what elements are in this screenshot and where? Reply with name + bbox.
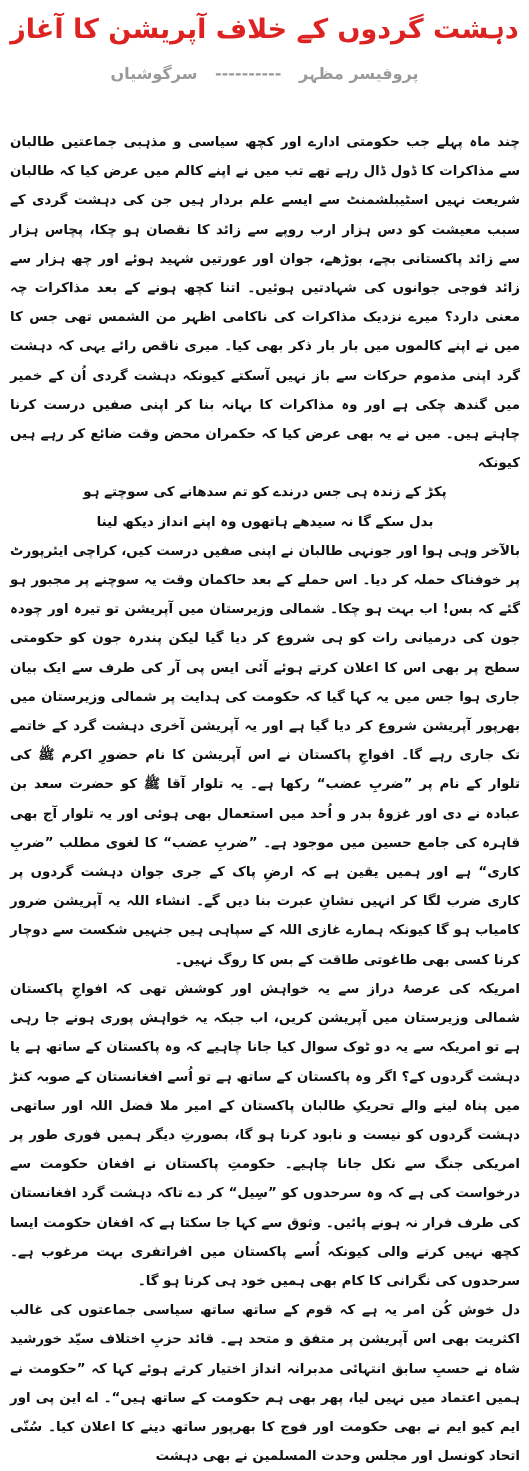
byline-separator: ---------- [215,64,282,83]
paragraph: بالآخر وہی ہوا اور جونہی طالبان نے اپنی صفیں درست کیں، کراچی ایئرپورٹ پر خوفناک حملہ کر دیا۔ اس حملے کے بعد حاکمان وقت یہ سوچنے پر مجبور ہو گئے کہ بس! اب بہت ہو چکا۔ شمالی وزیرستان میں آپریشن تو تیرہ اور چودہ جون کی درمیانی رات کو ہی شروع کر دیا گیا لیکن پندرہ جون کو حکومتی سطح پر بھی اس کا اعلان کرتے ہوئے آئی ایس پی آر کی طرف سے ایک بیان جاری ہوا جس میں یہ کہا گیا کہ حکومت کی ہدایت پر شمالی وزیرستان میں بھرپور آپریشن شروع کر دیا گیا ہے اور یہ آپریشن آخری دہشت گرد کے خاتمے تک جاری رہے گا۔ افواجِ پاکستان نے اس آپریشن کا نام حضورِ اکرم ﷺ کی تلوار کے نام پر ”ضربِ عضب“ رکھا ہے۔ یہ تلوار آقا ﷺ کو حضرت سعد بن عبادہ نے دی اور غزوۂ بدر و اُحد میں استعمال بھی ہوئی اور یہ تلوار آج بھی قاہرہ کی جامع حسین میں موجود ہے۔ ”ضربِ عضب“ کا لغوی مطلب ”ضربِ کاری“ ہے اور ہمیں یقین ہے کہ ارضِ پاک کے جری جوان دہشت گردوں پر کاری ضرب لگا کر انہیں نشانِ عبرت بنا دیں گے۔ انشاء اللہ یہ آپریشن ضرور کامیاب ہو گا کیونکہ ہمارے غازی اللہ کے سپاہی ہیں جنہیں شکست سے دوچار کرنا کسی بھی طاغوتی طاقت کے بس کا روگ نہیں۔ [9,543,520,968]
author-name: پروفیسر مظہر [298,64,419,83]
verse-line: پکڑ کے زندہ ہی جس درندے کو تم سدھانے کی سوچتے ہو [83,485,447,501]
paragraph: دل خوش کُن امر یہ ہے کہ قوم کے ساتھ ساتھ سیاسی جماعتوں کی غالب اکثریت بھی اس آپریشن پر متفق و متحد ہے۔ قائد حزبِ اختلاف سیّد خورشید شاہ نے حسبِ سابق انتہائی مدبرانہ انداز اختیار کرتے ہوئے کہا کہ ”حکومت نے ہمیں اعتماد میں نہیں لیا، پھر بھی ہم حکومت کے ساتھ ہیں“۔ اے این پی اور ایم کیو ایم نے بھی حکومت اور فوج کا بھرپور ساتھ دینے کا اعلان کیا۔ سُنّی اتحاد کونسل اور مجلس وحدت المسلمین نے بھی دہشت [10,1303,520,1465]
paragraph: امریکہ کی عرصۂ دراز سے یہ خواہش اور کوشش تھی کہ افواجِ پاکستان شمالی وزیرستان میں آپریشن کریں، اب جبکہ یہ خواہش پوری ہونے جا رہی ہے تو امریکہ سے یہ دو ٹوک سوال کیا جانا چاہیے کہ وہ پاکستان کے ساتھ ہے یا دہشت گردوں کے؟ اگر وہ پاکستان کے ساتھ ہے تو اُسے افغانستان کے صوبہ کنڑ میں پناہ لینے والے تحریکِ طالبان پاکستان کے امیر ملا فضل اللہ اور ساتھی دہشت گردوں کو نیست و نابود کرنا ہو گا، بصورتِ دیگر ہمیں فوری طور پر امریکی جنگ سے نکل جانا چاہیے۔ حکومتِ پاکستان نے افغان حکومت سے درخواست کی ہے کہ وہ سرحدوں کو ”سِیل“ کر دے تاکہ دہشت گرد افغانستان کی طرف فرار نہ ہونے پائیں۔ وثوق سے کہا جا سکتا ہے کہ افغان حکومت ایسا کچھ نہیں کرنے والی کیونکہ اُسے پاکستان میں افراتفری بہت مرغوب ہے۔ سرحدوں کی نگرانی کا کام بھی ہمیں خود ہی کرنا ہو گا۔ [10,981,520,1289]
byline [0,62,529,86]
verse-couplet [10,478,520,536]
article-title: دہشت گردوں کے خلاف آپریشن کا آغاز [10,14,519,45]
paragraph: چند ماہ پہلے جب حکومتی ادارے اور کچھ سیاسی و مذہبی جماعتیں طالبان سے مذاکرات کا ڈول ڈال رہے تھے تب میں نے اپنے کالم میں عرض کیا کہ طالبان شریعت نہیں اسٹیبلشمنٹ سے ایسے علم بردار ہیں جن کی دہشت گردی کے سبب معیشت کو دس ہزار ارب روپے سے زائد کا نقصان ہو چکا، پچاس ہزار سے زائد پاکستانی بچے، بوڑھے، جوان اور عورتیں شہید ہوئے اور چھ ہزار سے زائد فوجی جوانوں کی شہادتیں ہوئیں۔ اتنا کچھ ہونے کے بعد مذاکرات چہ معنی دارد؟ میرے نزدیک مذاکرات کی ناکامی اظہر من الشمس تھی جس کا میں نے اپنے کالموں میں بار بار ذکر بھی کیا۔ میری ناقص رائے یہی کہ دہشت گرد اپنی مذموم حرکات سے باز نہیں آسکتے کیونکہ دہشت گردی اُن کے خمیر میں گندھ چکی ہے اور وہ مذاکرات کا بہانہ بنا کر اپنی صفیں درست کرنا چاہتے ہیں۔ میں نے یہ بھی عرض کیا کہ حکمران محض وقت ضائع کر رہے ہیں کیونکہ [10,135,520,472]
column-name: سرگوشیاں [110,64,198,83]
verse-line: بدل سکے گا نہ سیدھے ہاتھوں وہ اپنے انداز دیکھ لینا [96,514,434,530]
article-body [10,128,520,1471]
